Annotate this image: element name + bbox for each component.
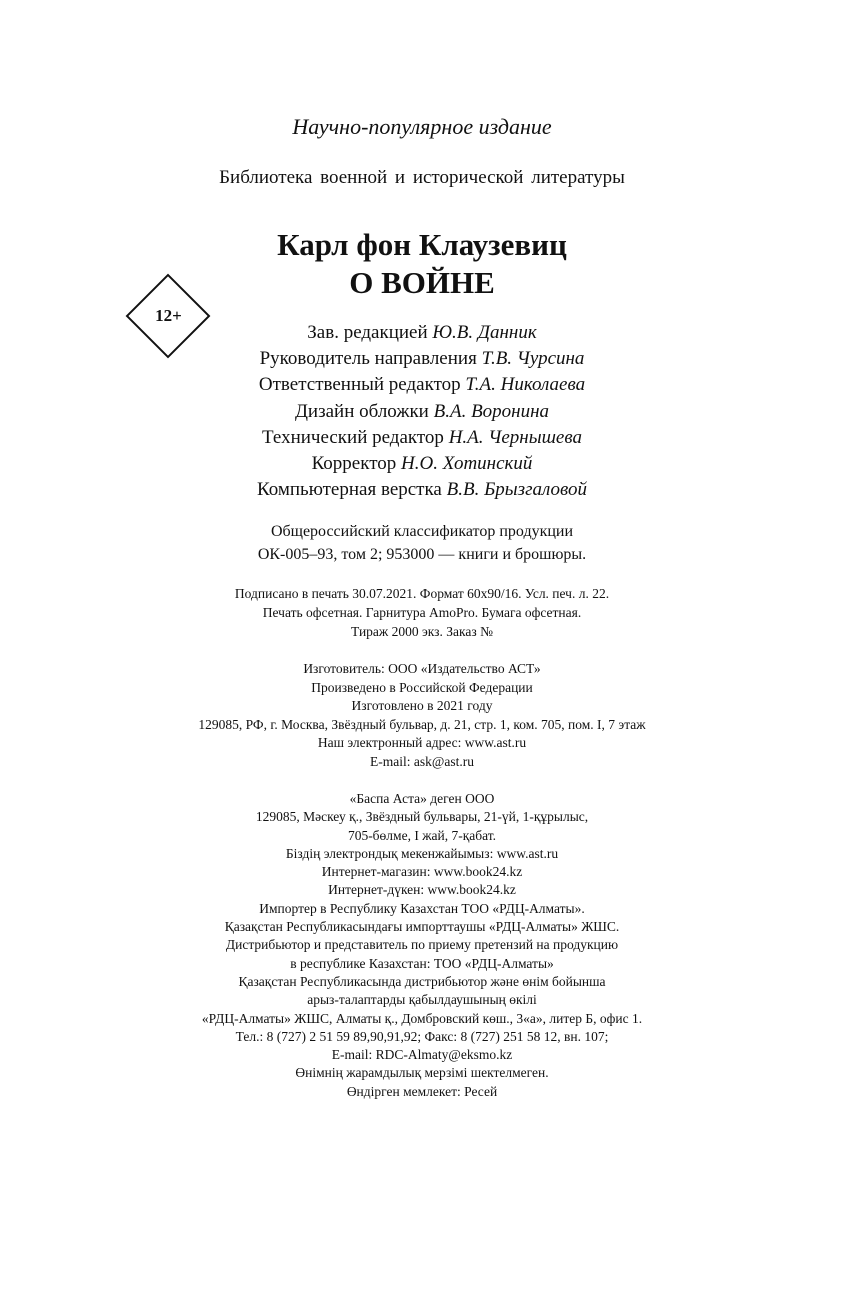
kz-line: Қазақстан Республикасындағы импорттаушы «РДЦ-Алматы» ЖШС. (224, 919, 620, 935)
kz-line: арыз-талаптарды қабылдаушының өкілі (307, 992, 537, 1008)
print-line: Подписано в печать 30.07.2021. Формат 60х90/16. Усл. печ. л. 22. (234, 586, 610, 601)
staff-role: Руководитель направления (259, 348, 477, 370)
staff-line (0, 346, 844, 372)
manufacturer-line: Изготовитель: ООО «Издательство АСТ» (303, 661, 541, 676)
staff-name: Ю.В. Данник (432, 322, 537, 343)
manufacturer-line: Изготовлено в 2021 году (351, 698, 493, 714)
classifier-line: ОК-005–93, том 2; 953000 — книги и брошюры. (257, 546, 587, 563)
staff-role: Технический редактор (262, 426, 444, 448)
kz-line: Импортер в Республику Казахстан ТОО «РДЦ-Алматы». (259, 900, 585, 916)
manufacturer-line: 129085, РФ, г. Москва, Звёздный бульвар, д. 21, стр. 1, ком. 705, пом. I, 7 этаж (198, 716, 646, 732)
manufacturer-line: Наш электронный адрес: www.ast.ru (317, 735, 527, 751)
kz-line: Интернет-дүкен: www.book24.kz (328, 882, 516, 898)
staff-line (0, 425, 844, 451)
print-line: Тираж 2000 экз. Заказ № (351, 624, 493, 639)
staff-line (0, 320, 844, 346)
staff-name: В.А. Воронина (433, 400, 550, 422)
kz-line: Тел.: 8 (727) 2 51 59 89,90,91,92; Факс: 8 (727) 251 58 12, вн. 107; (235, 1028, 609, 1044)
age-rating-label: 12+ (155, 306, 182, 325)
staff-role: Зав. редакцией (307, 322, 428, 343)
kz-line: E-mail: RDC-Almaty@eksmo.kz (331, 1047, 513, 1063)
staff-line (0, 372, 844, 398)
kazakhstan-info (0, 790, 844, 1101)
author-name: Карл фон Клаузевиц (277, 227, 567, 262)
print-line: Печать офсетная. Гарнитура AmoPro. Бумага офсетная. (262, 605, 582, 620)
book-title: О ВОЙНЕ (349, 265, 495, 300)
staff-line (0, 399, 844, 425)
staff-line (0, 451, 844, 477)
staff-name: В.В. Брызгаловой (446, 479, 588, 501)
staff-name: Н.О. Хотинский (401, 453, 533, 475)
print-info (0, 584, 844, 641)
classifier-line: Общероссийский классификатор продукции (270, 523, 574, 540)
editorial-staff (0, 320, 844, 503)
kz-line: в республике Казахстан: ТОО «РДЦ-Алматы» (290, 955, 554, 971)
kz-line: 129085, Мәскеу қ., Звёздный бульвары, 21-үй, 1-құрылыс, (255, 809, 589, 825)
kz-line: «РДЦ-Алматы» ЖШС, Алматы қ., Домбровский көш., 3«а», литер Б, офис 1. (201, 1010, 643, 1026)
staff-role: Корректор (311, 453, 397, 475)
staff-line (0, 477, 844, 503)
manufacturer-line: E-mail: ask@ast.ru (370, 753, 474, 769)
staff-name: Н.А. Чернышева (448, 426, 582, 448)
staff-role: Компьютерная верстка (256, 479, 442, 501)
kz-line: Дистрибьютор и представитель по приему претензий на продукцию (225, 937, 619, 953)
staff-role: Ответственный редактор (258, 374, 461, 396)
edition-genre: Научно-популярное издание (292, 114, 552, 139)
staff-name: Т.В. Чурсина (481, 348, 585, 370)
kz-line: Қазақстан Республикасында дистрибьютор және өнім бойынша (238, 973, 606, 989)
product-classifier (0, 520, 844, 566)
kz-line: Біздің электрондық мекенжайымыз: www.ast.ru (285, 845, 559, 861)
staff-role: Дизайн обложки (294, 400, 429, 422)
kz-line: 705-бөлме, I жай, 7-қабат. (347, 827, 497, 843)
kz-line: Интернет-магазин: www.book24.kz (321, 864, 523, 880)
manufacturer-line: Произведено в Российской Федерации (311, 679, 533, 695)
manufacturer-info (0, 660, 844, 772)
kz-line: Өнімнің жарамдылық мерзімі шектелмеген. (295, 1065, 549, 1081)
staff-name: Т.А. Николаева (465, 374, 586, 396)
kz-line: «Баспа Аста» деген ООО (349, 791, 495, 806)
kz-line: Өндірген мемлекет: Ресей (346, 1083, 498, 1099)
series-name: Библиотека военной и исторической литературы (219, 167, 625, 188)
